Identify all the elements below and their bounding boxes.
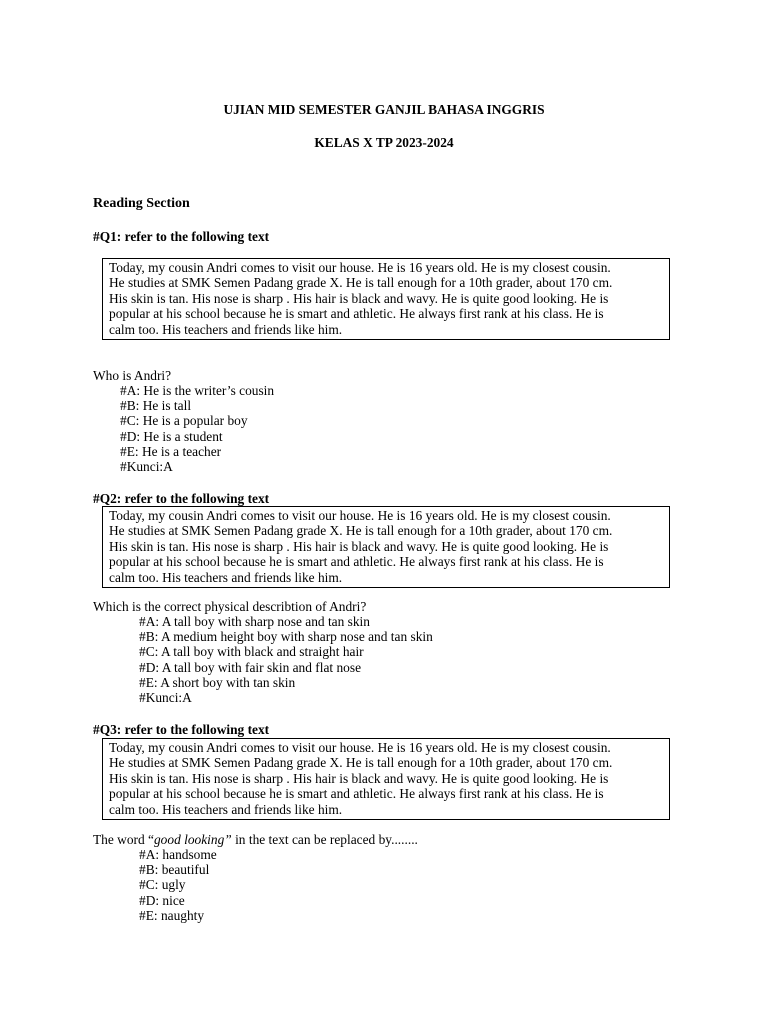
q2-question: Which is the correct physical describtion of Andri? <box>93 599 367 614</box>
exam-title: UJIAN MID SEMESTER GANJIL BAHASA INGGRIS <box>223 102 545 117</box>
passage-line: calm too. His teachers and friends like him. <box>109 569 343 585</box>
option-a: #A: handsome <box>139 847 217 862</box>
passage-line: popular at his school because he is smart and athletic. He always first rank at his class. He is <box>109 554 604 570</box>
q3-heading: #Q3: refer to the following text <box>93 722 270 737</box>
passage-line: He studies at SMK Semen Padang grade X. He is tall enough for a 10th grader, about 170 cm. <box>109 523 613 539</box>
section-heading: Reading Section <box>93 196 190 211</box>
option-a: #A: A tall boy with sharp nose and tan skin <box>139 614 370 629</box>
passage-line: He studies at SMK Semen Padang grade X. He is tall enough for a 10th grader, about 170 cm. <box>109 755 613 771</box>
option-d: #D: He is a student <box>120 428 223 444</box>
q2-passage-box <box>102 506 670 588</box>
option-e: #E: A short boy with tan skin <box>139 674 296 690</box>
q1-question: Who is Andri? <box>93 368 172 383</box>
passage-line: He studies at SMK Semen Padang grade X. He is tall enough for a 10th grader, about 170 cm. <box>109 275 613 291</box>
q2-options <box>139 614 433 705</box>
passage-line: calm too. His teachers and friends like him. <box>109 321 343 337</box>
passage-line: Today, my cousin Andri comes to visit our house. He is 16 years old. He is my closest cousin. <box>109 260 611 275</box>
option-b: #B: beautiful <box>139 862 210 878</box>
q3-question-pre: The word “ <box>93 832 154 847</box>
passage-line: calm too. His teachers and friends like him. <box>109 801 343 817</box>
option-a: #A: He is the writer’s cousin <box>120 383 275 398</box>
q3-question <box>93 832 418 848</box>
q1-passage-box <box>102 258 670 340</box>
exam-class-subtitle: KELAS X TP 2023-2024 <box>314 135 454 150</box>
answer-key: #Kunci:A <box>120 458 173 474</box>
q3-options <box>139 847 217 923</box>
option-b: #B: He is tall <box>120 398 192 414</box>
q3-question-emphasis: good looking” <box>153 832 232 847</box>
option-c: #C: A tall boy with black and straight hair <box>139 644 364 660</box>
q1-options <box>120 383 274 474</box>
q3-question-post: in the text can be replaced by........ <box>231 832 418 847</box>
passage-line: His skin is tan. His nose is sharp . His hair is black and wavy. He is quite good looking. He is <box>109 538 609 554</box>
q3-passage-box <box>102 738 670 820</box>
option-d: #D: nice <box>139 892 185 908</box>
passage-line: His skin is tan. His nose is sharp . His hair is black and wavy. He is quite good looking. He is <box>109 290 609 306</box>
option-e: #E: naughty <box>139 907 205 923</box>
option-b: #B: A medium height boy with sharp nose and tan skin <box>139 629 433 645</box>
passage-line: popular at his school because he is smart and athletic. He always first rank at his class. He is <box>109 786 604 802</box>
option-e: #E: He is a teacher <box>120 443 222 459</box>
answer-key: #Kunci:A <box>139 689 192 705</box>
passage-line: Today, my cousin Andri comes to visit our house. He is 16 years old. He is my closest cousin. <box>109 740 611 755</box>
option-d: #D: A tall boy with fair skin and flat nose <box>139 659 362 675</box>
option-c: #C: He is a popular boy <box>120 413 248 429</box>
q1-heading: #Q1: refer to the following text <box>93 229 270 244</box>
option-c: #C: ugly <box>139 877 186 893</box>
passage-line: Today, my cousin Andri comes to visit our house. He is 16 years old. He is my closest cousin. <box>109 508 611 523</box>
passage-line: popular at his school because he is smart and athletic. He always first rank at his class. He is <box>109 306 604 322</box>
passage-line: His skin is tan. His nose is sharp . His hair is black and wavy. He is quite good looking. He is <box>109 770 609 786</box>
q2-heading: #Q2: refer to the following text <box>93 491 270 506</box>
